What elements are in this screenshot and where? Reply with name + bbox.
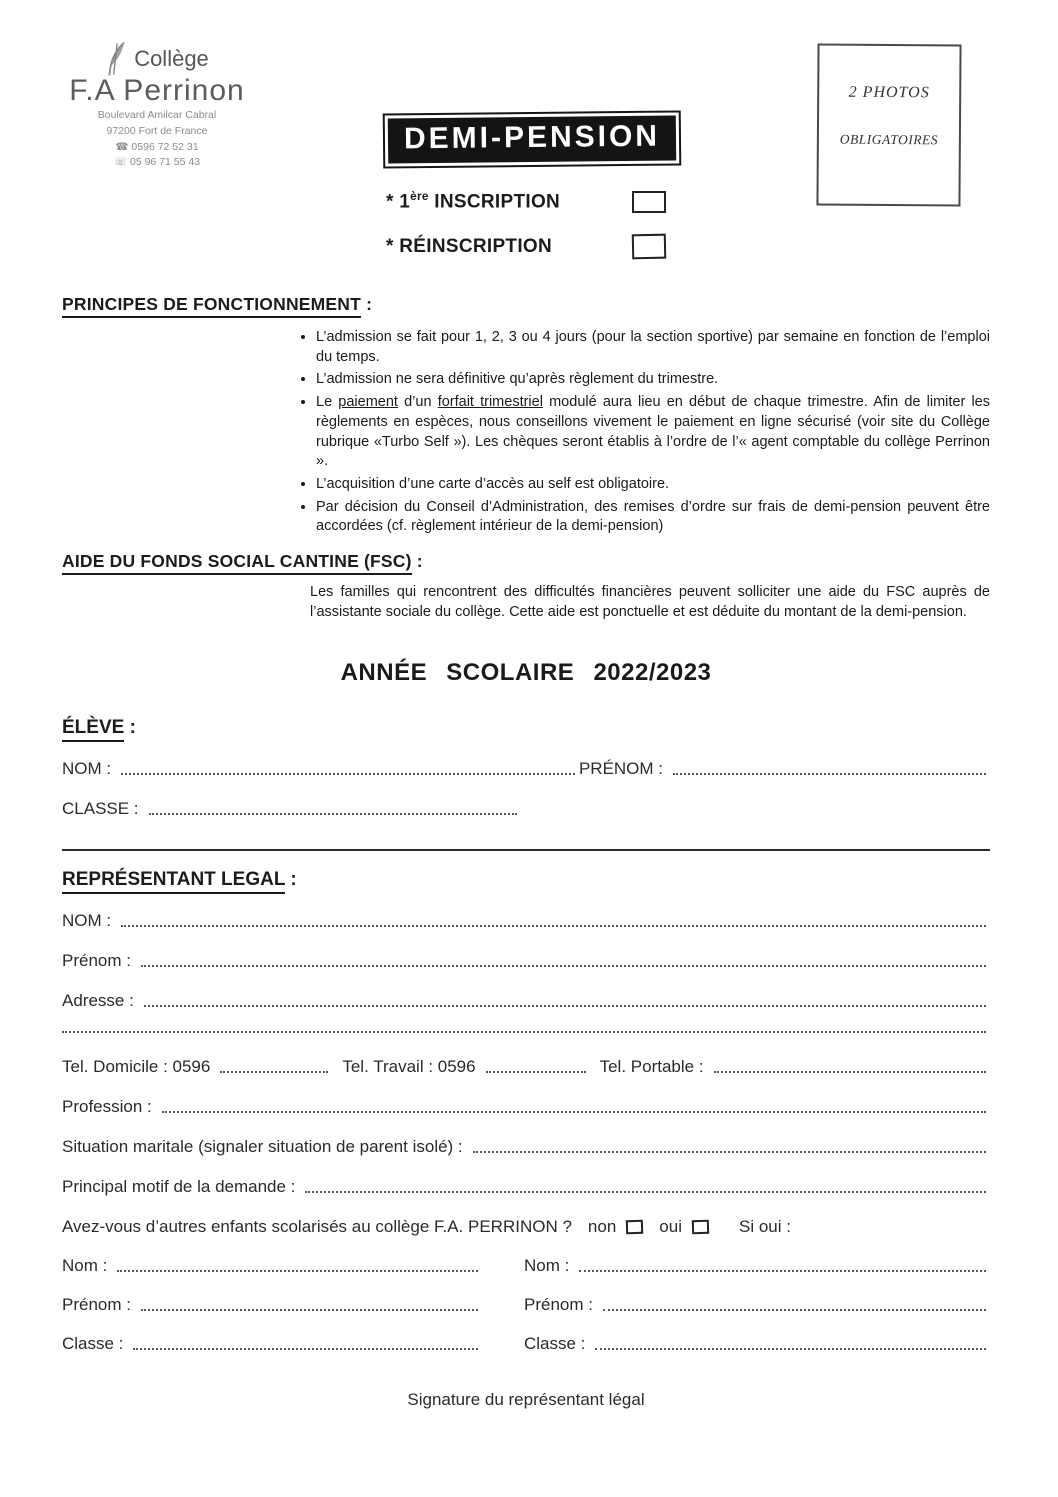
guardian-adresse-label: Adresse :: [62, 990, 134, 1010]
guardian-tel-travail-input-line[interactable]: [486, 1071, 586, 1073]
school-phone: [52, 140, 262, 156]
fsc-heading: AIDE DU FONDS SOCIAL CANTINE (FSC) :: [62, 551, 990, 572]
child1-nom-input-line[interactable]: [117, 1270, 478, 1272]
child2-prenom-input-line[interactable]: [603, 1309, 986, 1311]
photos-line2: OBLIGATOIRES: [839, 131, 939, 148]
guardian-profession-input-line[interactable]: [162, 1111, 986, 1113]
form-body: [0, 294, 1058, 1410]
guardian-phones-row: [62, 1057, 990, 1077]
child2-prenom-field: [524, 1295, 990, 1315]
school-name: F.A Perrinon: [69, 74, 245, 107]
child2-prenom-label: Prénom :: [524, 1294, 593, 1314]
student-classe-input-line[interactable]: [149, 813, 517, 815]
child1-classe-field: [62, 1334, 482, 1354]
school-name-top: Collège: [134, 46, 209, 71]
children-nom-row: [62, 1256, 990, 1276]
first-inscription-label: * 1ère INSCRIPTION: [386, 190, 561, 213]
guardian-nom-label: NOM :: [62, 910, 112, 930]
oui-label: oui: [659, 1216, 682, 1236]
children-classe-row: [62, 1334, 990, 1354]
other-children-question: Avez-vous d’autres enfants scolarisés au collège F.A. PERRINON ?: [62, 1216, 572, 1236]
section-divider: [62, 849, 990, 851]
fsc-text: Les familles qui rencontrent des difficultés financières peuvent solliciter une aide du FSC auprès de l’assistante sociale du collège. Cette aide est ponctuelle et est déduite du montant de la demi-pension.: [310, 584, 990, 621]
child2-nom-input-line[interactable]: [579, 1270, 986, 1272]
student-nom-input-line[interactable]: [121, 773, 575, 775]
school-year-title: ANNÉE SCOLAIRE 2022/2023: [340, 658, 712, 686]
reinscription-checkbox[interactable]: [632, 234, 667, 260]
student-classe-label: CLASSE :: [62, 798, 139, 818]
reinscription-label: * RÉINSCRIPTION: [386, 235, 553, 257]
guardian-nom-input-line[interactable]: [121, 925, 986, 927]
guardian-nom-row: [62, 911, 990, 931]
guardian-tel-domicile-label: Tel. Domicile : 0596: [62, 1056, 211, 1076]
guardian-situation-input-line[interactable]: [473, 1151, 986, 1153]
guardian-tel-domicile-input-line[interactable]: [220, 1071, 328, 1073]
demi-pension-title-text: DEMI-PENSION: [388, 115, 676, 163]
child2-classe-input-line[interactable]: [595, 1348, 986, 1350]
non-label: non: [587, 1216, 617, 1236]
guardian-motif-input-line[interactable]: [305, 1191, 986, 1193]
guardian-prenom-label: Prénom :: [62, 950, 131, 970]
si-oui-label: Si oui :: [738, 1216, 791, 1236]
school-address-line2: 97200 Fort de France: [106, 124, 208, 137]
guardian-adresse-row: [62, 991, 990, 1011]
student-section-heading: ÉLÈVE :: [62, 717, 990, 739]
non-checkbox[interactable]: [626, 1219, 643, 1234]
school-logo: [52, 40, 262, 171]
child2-classe-label: Classe :: [524, 1333, 586, 1353]
guardian-adresse-input-line2[interactable]: [62, 1031, 986, 1033]
child1-prenom-field: [62, 1295, 482, 1315]
school-fax-number: 05 96 71 55 43: [129, 156, 201, 169]
photos-required-box: [816, 43, 961, 206]
first-inscription-row: [386, 190, 666, 213]
principles-list: [62, 328, 990, 537]
guardian-profession-label: Profession :: [62, 1096, 152, 1116]
guardian-prenom-row: [62, 951, 990, 971]
student-nom-label: NOM :: [62, 758, 112, 778]
child1-nom-field: [62, 1256, 482, 1276]
guardian-profession-row: [62, 1097, 990, 1117]
signature-label: Signature du représentant légal: [407, 1389, 645, 1409]
guardian-situation-row: [62, 1137, 990, 1157]
reinscription-row: [386, 234, 666, 259]
guardian-section-heading: REPRÉSENTANT LEGAL :: [62, 869, 990, 891]
student-prenom-label: PRÉNOM :: [578, 758, 664, 778]
guardian-tel-portable-label: Tel. Portable :: [599, 1056, 704, 1076]
principle-item: • L’acquisition d’une carte d’accès au self est obligatoire.: [316, 475, 990, 495]
student-name-row: [62, 759, 990, 779]
student-classe-row: [62, 799, 990, 819]
child1-nom-label: Nom :: [62, 1255, 108, 1275]
guardian-motif-row: [62, 1177, 990, 1197]
oui-checkbox[interactable]: [692, 1219, 709, 1234]
child2-classe-field: [524, 1334, 990, 1354]
principle-item: • Par décision du Conseil d’Administration, des remises d’ordre sur frais de demi-pension peuvent être accordées (cf. règlement intérieur de la demi-pension): [316, 498, 990, 537]
child2-nom-field: [524, 1256, 990, 1276]
principle-item: • Le paiement d’un forfait trimestriel modulé aura lieu en début de chaque trimestre. Afin de limiter les règlements en espèces, nous conseillons vivement le paiement en ligne sécurisé (voir site du Collège rubrique «Turbo Self »). Les chèques seront établis à l’ordre de l’« agent comptable du collège Perrinon ».: [316, 393, 990, 472]
guardian-adresse-row2: [62, 1031, 990, 1037]
guardian-tel-travail-label: Tel. Travail : 0596: [342, 1056, 476, 1076]
guardian-prenom-input-line[interactable]: [141, 965, 986, 967]
child1-prenom-label: Prénom :: [62, 1294, 131, 1314]
fax-icon: ☏: [113, 156, 128, 169]
guardian-tel-portable-input-line[interactable]: [714, 1071, 986, 1073]
principles-heading: PRINCIPES DE FONCTIONNEMENT :: [62, 294, 990, 315]
children-prenom-row: [62, 1295, 990, 1315]
guardian-motif-label: Principal motif de la demande :: [62, 1176, 296, 1196]
child2-nom-label: Nom :: [524, 1255, 570, 1275]
photos-line1: 2 PHOTOS: [848, 83, 930, 102]
school-logo-icon: [105, 40, 131, 78]
school-address-line1: Boulevard Amilcar Cabral: [97, 109, 217, 121]
principle-item: • L’admission se fait pour 1, 2, 3 ou 4 jours (pour la section sportive) par semaine en fonction de l’emploi du temps.: [316, 328, 990, 367]
phone-icon: ☎: [115, 140, 129, 153]
principle-item: • L’admission ne sera définitive qu’après règlement du trimestre.: [316, 370, 990, 390]
child1-classe-input-line[interactable]: [133, 1348, 478, 1350]
school-fax: [52, 155, 262, 171]
first-inscription-checkbox[interactable]: [632, 191, 666, 213]
child1-classe-label: Classe :: [62, 1333, 124, 1353]
student-prenom-input-line[interactable]: [673, 773, 986, 775]
child1-prenom-input-line[interactable]: [141, 1309, 478, 1311]
school-phone-number: 0596 72 52 31: [131, 140, 199, 153]
guardian-situation-label: Situation maritale (signaler situation de parent isolé) :: [62, 1136, 463, 1156]
other-children-question-row: [62, 1217, 990, 1237]
demi-pension-title: [383, 110, 682, 168]
guardian-adresse-input-line[interactable]: [144, 1005, 986, 1007]
